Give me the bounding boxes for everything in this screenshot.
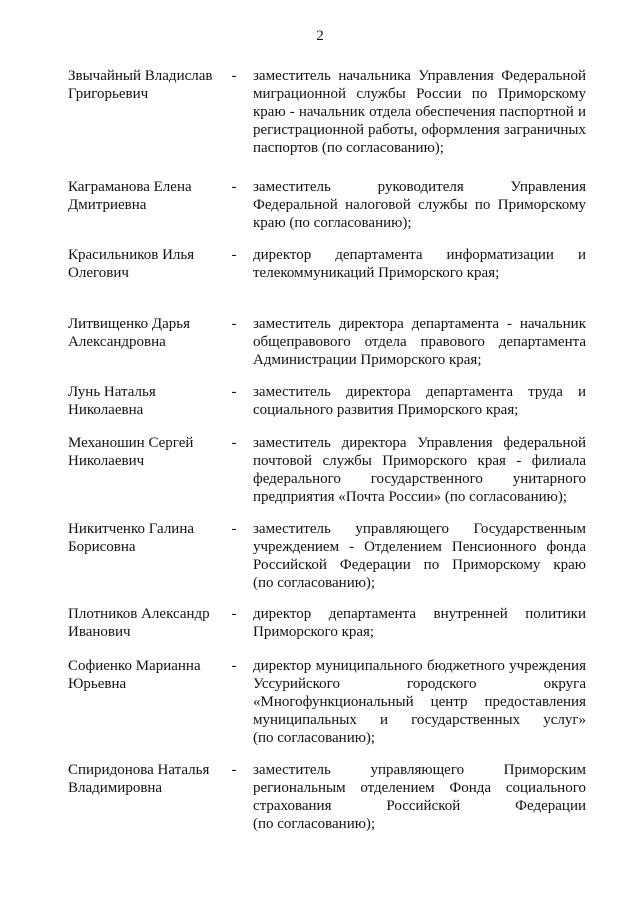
position-line: почтовой службы Приморского края - филиала [253, 453, 586, 469]
position-line: общеправового отдела правового департамента [253, 334, 586, 350]
position-line: (по согласованию); [253, 816, 376, 832]
position-line: (по согласованию); [253, 575, 376, 591]
position-line: заместитель начальника Управления Федеральной [253, 68, 586, 84]
position-line: директор департамента внутренней политики [253, 606, 586, 622]
position-line: муниципальных и государственных услуг» [253, 712, 586, 728]
member-position [253, 246, 586, 282]
page-number: 2 [316, 28, 324, 44]
position-line: краю - начальник отдела обеспечения паспортной и [253, 104, 586, 120]
position-line: краю (по согласованию); [253, 215, 412, 231]
position-line: заместитель управляющего Государственным [253, 521, 586, 537]
position-line: Федеральной налоговой службы по Приморскому [253, 197, 586, 213]
member-position [253, 383, 586, 419]
member-position [253, 520, 586, 592]
dash-separator: - [231, 316, 237, 332]
dash-separator: - [231, 521, 237, 537]
position-line: региональным отделением Фонда социального [253, 780, 586, 796]
position-line: заместитель руководителя Управления [253, 179, 586, 195]
position-line: Администрации Приморского края; [253, 352, 482, 368]
dash-separator: - [231, 384, 237, 400]
position-line: предприятия «Почта России» (по согласованию); [253, 489, 567, 505]
position-line: Уссурийского городского округа [253, 676, 586, 692]
position-line: директор муниципального бюджетного учреждения [253, 658, 586, 674]
position-line: заместитель директора департамента труда и [253, 384, 586, 400]
dash-separator: - [231, 179, 237, 195]
member-name: Каграманова Елена Дмитриевна [68, 179, 192, 213]
dash-separator: - [231, 606, 237, 622]
member-position [253, 761, 586, 833]
position-line: заместитель директора департамента - начальник [253, 316, 586, 332]
dash-separator: - [231, 658, 237, 674]
position-line: Российской Федерации по Приморскому краю [253, 557, 586, 573]
member-position [253, 178, 586, 232]
dash-separator: - [231, 247, 237, 263]
position-line: регистрационной работы, оформления заграничных [253, 122, 586, 138]
member-name: Никитченко Галина Борисовна [68, 521, 195, 555]
member-position [253, 315, 586, 369]
position-line: (по согласованию); [253, 730, 376, 746]
member-name: Спиридонова Наталья Владимировна [68, 762, 210, 796]
dash-separator: - [231, 762, 237, 778]
position-line: телекоммуникаций Приморского края; [253, 265, 500, 281]
position-line: Приморского края; [253, 624, 375, 640]
position-line: паспортов (по согласованию); [253, 140, 444, 156]
dash-separator: - [231, 435, 237, 451]
position-line: заместитель директора Управления федеральной [253, 435, 586, 451]
member-position [253, 67, 586, 157]
position-line: учреждением - Отделением Пенсионного фонда [253, 539, 586, 555]
member-name: Плотников Александр Иванович [68, 606, 210, 640]
member-name: Софиенко Марианна Юрьевна [68, 658, 201, 692]
position-line: директор департамента информатизации и [253, 247, 586, 263]
position-line: страхования Российской Федерации [253, 798, 586, 814]
position-line: федерального государственного унитарного [253, 471, 586, 487]
member-name: Литвищенко Дарья Александровна [68, 316, 191, 350]
position-line: «Многофункциональный центр предоставления [253, 694, 586, 710]
member-name: Звычайный Владислав Григорьевич [68, 68, 213, 102]
member-name: Лунь Наталья Николаевна [68, 384, 156, 418]
position-line: заместитель управляющего Приморским [253, 762, 586, 778]
member-position [253, 434, 586, 506]
position-line: миграционной службы России по Приморскому [253, 86, 586, 102]
member-position [253, 605, 586, 641]
position-line: социального развития Приморского края; [253, 402, 519, 418]
member-name: Механошин Сергей Николаевич [68, 435, 194, 469]
member-position [253, 657, 586, 747]
dash-separator: - [231, 68, 237, 84]
member-name: Красильников Илья Олегович [68, 247, 195, 281]
